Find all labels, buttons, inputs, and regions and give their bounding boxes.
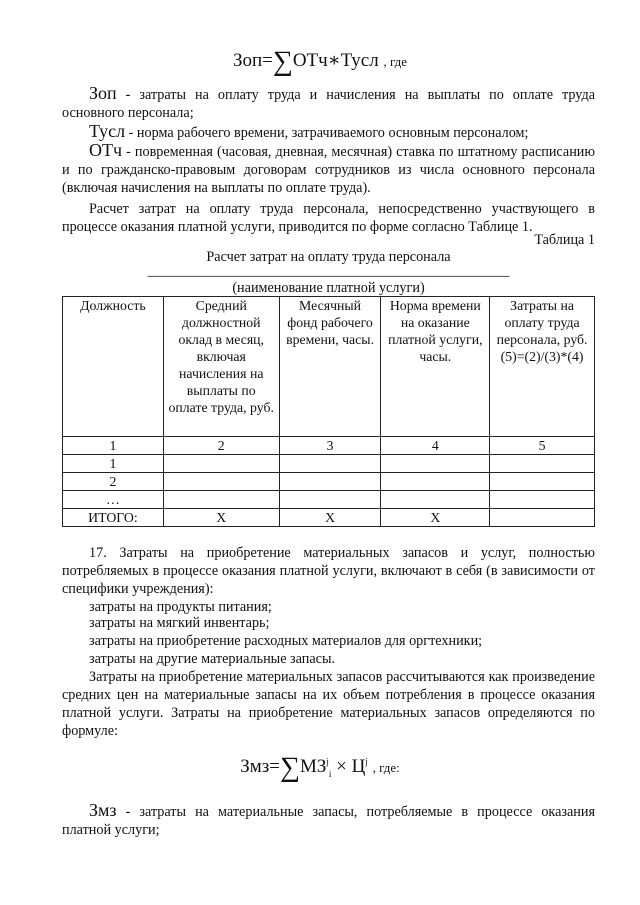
table-row (63, 473, 595, 491)
table-cell (279, 473, 381, 491)
table-cell: X (163, 509, 279, 527)
table-row (63, 437, 595, 455)
table-cell: 2 (163, 437, 279, 455)
table-cell (163, 491, 279, 509)
table-cell: … (63, 491, 164, 509)
formula-labor-cost (0, 46, 640, 78)
formula-c: Ц (351, 756, 366, 777)
formula-suffix: , где (383, 54, 408, 69)
formula-rhs: ОТч∗Тусл (292, 50, 379, 71)
subscript: i (328, 768, 332, 779)
table-cell: 2 (63, 473, 164, 491)
formula-lhs: Зоп= (232, 50, 273, 71)
list-item: затраты на продукты питания; (89, 599, 272, 615)
table-cell (490, 455, 595, 473)
table-cell (381, 455, 490, 473)
definition-tusl (62, 122, 595, 142)
superscript: j (326, 756, 329, 767)
formula-mz: МЗ (299, 756, 327, 777)
labor-cost-table (62, 296, 595, 527)
table-label: Таблица 1 (534, 232, 595, 248)
header-cell: Средний должностной оклад в месяц, включая начисления на выплаты по оплате труда, руб. (163, 297, 279, 437)
definition-otch (62, 141, 595, 197)
list-item: затраты на приобретение расходных материалов для оргтехники; (89, 633, 483, 649)
intro-paragraph: Расчет затрат на оплату труда персонала, непосредственно участвующего в процессе оказания платной услуги, приводится по форме согласно Таблице 1. (62, 201, 595, 235)
formula-lhs: Змз= (240, 756, 280, 777)
header-cell: Норма времени на оказание платной услуги, часы. (381, 297, 490, 437)
table-cell: ИТОГО: (63, 509, 164, 527)
definition-zop (62, 84, 595, 122)
table-row (63, 455, 595, 473)
table-cell (279, 491, 381, 509)
term: Змз (89, 800, 117, 820)
sum-symbol: ∑ (279, 752, 300, 783)
definition-text: - затраты на оплату труда и начисления на выплаты по оплате труда основного персонала; (62, 87, 595, 121)
paragraph-17: 17. Затраты на приобретение материальных запасов и услуг, полностью потребляемых в процессе оказания платной услуги, включают в себя (в зависимости от специфики учреждения): (62, 545, 595, 597)
table-header-row (63, 297, 595, 437)
table-cell: 1 (63, 455, 164, 473)
table-cell: 1 (63, 437, 164, 455)
definition-text: - норма рабочего времени, затрачиваемого основным персоналом; (125, 125, 529, 141)
table-row (63, 491, 595, 509)
header-cell: Месячный фонд рабочего времени, часы. (279, 297, 381, 437)
definition-text: - повременная (часовая, дневная, месячная) ставка по штатному расписанию и по гражданско-правовым договорам сотрудников из числа основного персонала (включая начисления на выплаты по оплате труда). (62, 144, 595, 196)
table-cell (490, 509, 595, 527)
table-cell (163, 455, 279, 473)
header-cell: Затраты на оплату труда персонала, руб. (5)=(2)/(3)*(4) (490, 297, 595, 437)
table-cell: 4 (381, 437, 490, 455)
term: ОТч (89, 140, 123, 160)
table-cell: X (381, 509, 490, 527)
term: Зоп (89, 83, 117, 103)
definition-text: - затраты на материальные запасы, потребляемые в процессе оказания платной услуги; (62, 804, 595, 838)
table-cell (163, 473, 279, 491)
table-cell (381, 473, 490, 491)
table-total-row (63, 509, 595, 527)
table-cell (490, 473, 595, 491)
times-symbol: × (336, 756, 347, 777)
header-cell: Должность (63, 297, 164, 437)
paragraph-calc: Затраты на приобретение материальных запасов рассчитываются как произведение средних цен на материальные запасы на их объем потребления в процессе оказания платной услуги. Затраты на приобретение материальных запасов определяются по формуле: (62, 669, 595, 739)
list-item: затраты на мягкий инвентарь; (89, 615, 270, 631)
term: Тусл (89, 121, 126, 141)
definition-zmz (62, 801, 595, 839)
table-cell (381, 491, 490, 509)
sum-symbol: ∑ (272, 46, 293, 77)
table-blank-line: ___________________________________________________ (147, 263, 510, 279)
superscript: j (365, 756, 368, 767)
table-title: Расчет затрат на оплату труда персонала (206, 249, 451, 265)
table-cell: X (279, 509, 381, 527)
table-subtitle: (наименование платной услуги) (232, 280, 425, 296)
table-cell (490, 491, 595, 509)
formula-material-cost (0, 752, 640, 784)
table-cell: 5 (490, 437, 595, 455)
table-cell (279, 455, 381, 473)
table-cell: 3 (279, 437, 381, 455)
list-item: затраты на другие материальные запасы. (89, 651, 336, 667)
formula-suffix: , где: (372, 760, 400, 775)
